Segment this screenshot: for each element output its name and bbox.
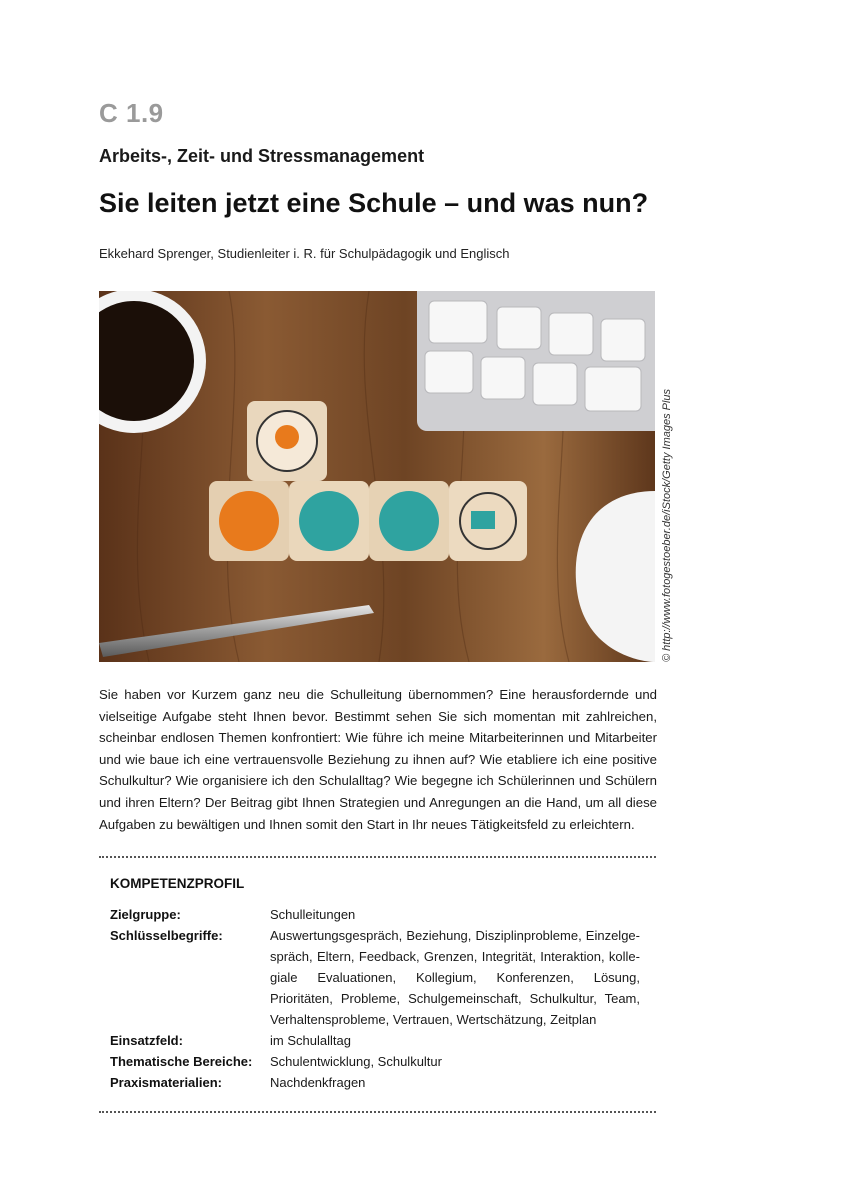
- author-line: Ekkehard Sprenger, Studienleiter i. R. für Schulpädagogik und Englisch: [99, 246, 510, 261]
- kp-value: Nachdenkfragen: [270, 1075, 366, 1090]
- page-title: Sie leiten jetzt eine Schule – und was nun?: [99, 188, 649, 218]
- chapter-number: C 1.9: [99, 98, 164, 128]
- divider-top: [99, 856, 656, 858]
- kp-value: im Schulalltag: [270, 1033, 351, 1048]
- section-subtitle: Arbeits-, Zeit- und Stressmanagement: [99, 146, 425, 166]
- divider-bottom: [99, 1111, 656, 1113]
- kp-value: Schulleitungen: [270, 907, 356, 922]
- kp-label: Einsatzfeld:: [110, 1033, 183, 1048]
- kp-value: Schulentwicklung, Schulkultur: [270, 1054, 442, 1069]
- kp-label: Zielgruppe:: [110, 907, 181, 922]
- intro-paragraph: Sie haben vor Kurzem ganz neu die Schulleitung übernommen? Eine herausfordernde und vielseitige Aufgabe steht Ihnen bevor. Bestimmt sehen Sie sich momentan mit zahlreichen, scheinbar endlosen Themen konfrontiert: Wie führe ich meine Mitarbeiterinnen und Mitarbeiter und wie baue ich eine vertrauensvolle Beziehung zu ihnen auf? Wie etabliere ich eine positive Schulkultur? Wie organisiere ich den Schulalltag? Wie begegne ich Schülerinnen und Schülern und ihren Eltern? Der Beitrag gibt Ihnen Strategien und Anregungen an die Hand, um all diese Aufgaben zu bewältigen und Ihnen somit den Start in Ihr neues Tätigkeitsfeld zu erleichtern.: [99, 687, 657, 832]
- kp-label: Thematische Bereiche:: [110, 1054, 253, 1069]
- kompetenzprofil-heading: KOMPETENZPROFIL: [110, 876, 245, 891]
- image-credit: © http://www.fotogestoeber.de/iStock/Getty Images Plus: [661, 388, 673, 662]
- header-photo: [99, 291, 655, 662]
- kp-value: Auswertungsgespräch, Beziehung, Disziplinprobleme, Einzelgespräch, Eltern, Feedback, Grenzen, Integrität, Interaktion, kollegiale Evaluationen, Kollegium, Konferenzen, Lösung, Prioritäten, Probleme, Schulgemeinschaft, Schulkultur, Team, Verhaltensprobleme, Vertrauen, Wertschätzung, Zeitplan: [270, 928, 640, 1027]
- kp-label: Schlüsselbegriffe:: [110, 928, 223, 943]
- kp-label: Praxismaterialien:: [110, 1075, 223, 1090]
